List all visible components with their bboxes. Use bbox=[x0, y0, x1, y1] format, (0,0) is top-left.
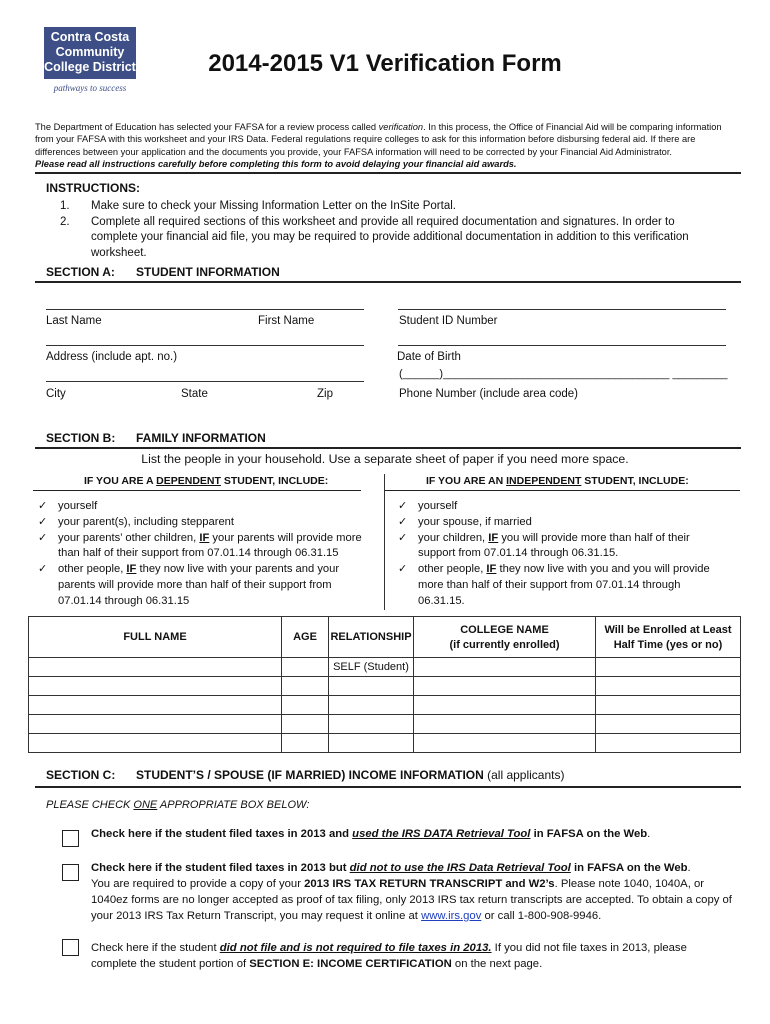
section-c-title: STUDENT’S / SPOUSE (IF MARRIED) INCOME INFORMATION bbox=[136, 768, 484, 782]
table-cell[interactable] bbox=[29, 658, 282, 677]
independent-rule bbox=[384, 490, 740, 491]
dependent-rule bbox=[33, 490, 361, 491]
divider-top bbox=[35, 172, 741, 174]
dependent-item-text: your parents will provide more than half of their support from 07.01.14 through 06.31.15 bbox=[58, 531, 362, 560]
name-line[interactable] bbox=[46, 309, 364, 310]
column-divider bbox=[384, 474, 385, 610]
irs-link[interactable]: www.irs.gov bbox=[421, 910, 482, 922]
option-2-pre: Check here if the student filed taxes in 2013 but bbox=[91, 862, 350, 874]
zip-label: Zip bbox=[317, 388, 333, 400]
dob-label: Date of Birth bbox=[397, 351, 461, 363]
independent-item-text: they now live with you and you will provide more than half of their support from 07.01.14 through 06.31.15. bbox=[418, 563, 710, 607]
table-cell[interactable] bbox=[282, 734, 329, 753]
table-cell[interactable] bbox=[329, 734, 414, 753]
table-row bbox=[29, 658, 741, 677]
instruction-item-1 bbox=[60, 199, 720, 215]
if-emphasis: IF bbox=[126, 563, 137, 576]
option-1-post: in FAFSA on the Web bbox=[530, 828, 648, 840]
option-2-body-2: . Please note 1040, 1040A, or 1040ez forms are no longer accepted as proof of tax filing, only 2013 IRS tax return transcripts are accepted. To obtain a copy of your 2013 IRS Tax Return Transcript, you may request it online at bbox=[91, 878, 732, 922]
student-id-line[interactable] bbox=[398, 309, 726, 310]
option-1-checkbox[interactable] bbox=[62, 830, 79, 847]
city-label: City bbox=[46, 388, 66, 400]
header-enrolled-line-2: Half Time (yes or no) bbox=[613, 638, 723, 651]
household-table bbox=[28, 616, 741, 753]
state-label: State bbox=[181, 388, 208, 400]
table-row bbox=[29, 734, 741, 753]
check-icon: ✓ bbox=[38, 515, 48, 528]
intro-bold-italic: Please read all instructions carefully before completing this form to avoid delaying your financial aid awards. bbox=[35, 159, 517, 170]
dependent-item bbox=[38, 499, 368, 515]
header-enrolled-line-1: Will be Enrolled at Least bbox=[604, 623, 732, 636]
student-id-label: Student ID Number bbox=[399, 315, 498, 327]
section-a-rule bbox=[35, 281, 741, 283]
intro-italic: verification bbox=[378, 122, 424, 132]
address-line[interactable] bbox=[46, 345, 364, 346]
table-cell[interactable] bbox=[596, 696, 741, 715]
option-2-text bbox=[91, 860, 741, 924]
header-age: AGE bbox=[282, 617, 329, 658]
instruction-item-2 bbox=[60, 215, 720, 262]
table-cell[interactable] bbox=[414, 715, 596, 734]
self-cell: SELF (Student) bbox=[329, 658, 414, 677]
table-cell[interactable] bbox=[329, 696, 414, 715]
table-cell[interactable] bbox=[596, 677, 741, 696]
table-row bbox=[29, 715, 741, 734]
check-icon: ✓ bbox=[398, 563, 408, 576]
dependent-item bbox=[38, 515, 368, 531]
independent-heading-u: INDEPENDENT bbox=[506, 475, 582, 487]
dependent-item bbox=[38, 531, 368, 563]
table-cell[interactable] bbox=[596, 734, 741, 753]
header-college-line-2: (if currently enrolled) bbox=[449, 638, 560, 651]
table-cell[interactable] bbox=[596, 658, 741, 677]
if-emphasis: IF bbox=[199, 531, 210, 544]
intro-paragraph bbox=[35, 121, 735, 171]
section-c-title-wrap bbox=[136, 768, 564, 782]
city-line[interactable] bbox=[46, 381, 364, 382]
table-cell[interactable] bbox=[329, 677, 414, 696]
logo-line-3: College District bbox=[44, 60, 136, 74]
first-name-label: First Name bbox=[258, 315, 315, 327]
check-one-post: APPROPRIATE BOX BELOW: bbox=[157, 799, 310, 811]
table-header-row bbox=[29, 617, 741, 658]
table-cell[interactable] bbox=[414, 658, 596, 677]
dependent-heading-post: STUDENT, INCLUDE: bbox=[220, 475, 329, 487]
intro-text-1: The Department of Education has selected your FAFSA for a review process called bbox=[35, 122, 379, 132]
logo-tagline: pathways to success bbox=[53, 83, 127, 93]
option-1-end: . bbox=[647, 828, 651, 840]
independent-item-text: other people, bbox=[418, 563, 487, 576]
check-one-instruction bbox=[46, 798, 309, 814]
independent-item-text: your spouse, if married bbox=[418, 515, 532, 528]
if-emphasis: IF bbox=[486, 563, 497, 576]
option-3-end: on the next page. bbox=[451, 958, 543, 970]
section-a-label: SECTION A: bbox=[46, 265, 115, 279]
section-c-label: SECTION C: bbox=[46, 768, 116, 782]
independent-heading-pre: IF YOU ARE AN bbox=[426, 475, 507, 487]
check-icon: ✓ bbox=[38, 531, 48, 544]
logo-line-2: Community bbox=[55, 45, 125, 59]
header-relationship: RELATIONSHIP bbox=[329, 617, 414, 658]
table-cell[interactable] bbox=[414, 734, 596, 753]
header-college bbox=[414, 617, 596, 658]
section-b-label: SECTION B: bbox=[46, 431, 116, 445]
last-name-label: Last Name bbox=[46, 315, 102, 327]
header-enrolled bbox=[596, 617, 741, 658]
independent-item bbox=[398, 515, 718, 531]
option-3-mid: If you did not file taxes in 2013, please complete the student portion of bbox=[91, 942, 687, 970]
section-c-rule bbox=[35, 786, 741, 788]
logo-line-1: Contra Costa bbox=[50, 30, 130, 44]
dependent-item-text: yourself bbox=[58, 500, 98, 512]
check-icon: ✓ bbox=[38, 563, 48, 576]
table-row bbox=[29, 696, 741, 715]
table-cell[interactable] bbox=[282, 696, 329, 715]
form-title: 2014-2015 V1 Verification Form bbox=[208, 50, 562, 77]
dependent-heading bbox=[84, 475, 328, 487]
independent-item-text: your children, bbox=[418, 531, 489, 544]
independent-item bbox=[398, 499, 718, 515]
check-icon: ✓ bbox=[398, 500, 408, 512]
instruction-num: 1. bbox=[60, 200, 70, 212]
dependent-item bbox=[38, 562, 368, 609]
dependent-item-text: they now live with your parents and your parents will provide more than half of their support from 07.01.14 through 06.31.15 bbox=[58, 563, 340, 607]
option-2-checkbox[interactable] bbox=[62, 864, 79, 881]
table-cell[interactable] bbox=[414, 677, 596, 696]
option-2-end: . bbox=[687, 862, 691, 874]
table-row bbox=[29, 677, 741, 696]
table-cell[interactable] bbox=[282, 715, 329, 734]
instruction-num: 2. bbox=[60, 215, 70, 228]
dependent-item-text: other people, bbox=[58, 563, 127, 576]
check-one-u: ONE bbox=[133, 799, 158, 811]
section-b-title: FAMILY INFORMATION bbox=[136, 431, 266, 445]
option-3-text bbox=[91, 940, 731, 972]
dependent-heading-u: DEPENDENT bbox=[156, 475, 221, 487]
section-c-title-suffix: (all applicants) bbox=[483, 768, 565, 782]
if-emphasis: IF bbox=[488, 531, 499, 544]
dependent-list bbox=[38, 499, 368, 610]
check-icon: ✓ bbox=[38, 500, 48, 512]
option-2-body-3: or call 1-800-908-9946. bbox=[481, 910, 602, 922]
address-label: Address (include apt. no.) bbox=[46, 351, 178, 363]
section-b-rule bbox=[35, 447, 741, 449]
table-cell[interactable] bbox=[29, 715, 282, 734]
table-cell[interactable] bbox=[414, 696, 596, 715]
option-2-post: in FAFSA on the Web bbox=[570, 862, 688, 874]
independent-item bbox=[398, 562, 718, 609]
option-1-text bbox=[91, 826, 731, 842]
option-3-emphasis: did not file and is not required to file taxes in 2013. bbox=[219, 942, 492, 954]
independent-list bbox=[398, 499, 718, 610]
option-2-body-bold: 2013 IRS TAX RETURN TRANSCRIPT and W2’s bbox=[304, 878, 555, 890]
table-cell[interactable] bbox=[282, 658, 329, 677]
option-2-emphasis: did not to use the IRS Data Retrieval Tool bbox=[349, 862, 571, 874]
check-icon: ✓ bbox=[398, 531, 408, 544]
phone-label: Phone Number (include area code) bbox=[399, 388, 578, 400]
instructions-list bbox=[60, 199, 720, 261]
intro-text-2: . In this process, the Office of Financial Aid will be comparing information from your FAFSA with this worksheet and your IRS Data. Federal regulations require colleges to ask for this information before disbursing federal aid. If there are differences between your application and the documents you provide, your FAFSA information will need to be corrected by your Financial Aid Administrator. bbox=[35, 122, 722, 157]
independent-heading bbox=[426, 475, 689, 487]
table-cell[interactable] bbox=[329, 715, 414, 734]
dependent-item-text: your parent(s), including stepparent bbox=[58, 515, 234, 528]
phone-line[interactable]: (______)_____________________________________ _________ bbox=[399, 368, 728, 380]
section-b-subtitle: List the people in your household. Use a separate sheet of paper if you need more space. bbox=[141, 452, 629, 466]
option-1-pre: Check here if the student filed taxes in 2013 and bbox=[91, 828, 353, 840]
table-cell[interactable] bbox=[29, 677, 282, 696]
table-cell[interactable] bbox=[282, 677, 329, 696]
dependent-item-text: your parents’ other children, bbox=[58, 531, 200, 544]
option-1-emphasis: used the IRS DATA Retrieval Tool bbox=[352, 828, 531, 840]
independent-item bbox=[398, 531, 718, 563]
instructions-heading: INSTRUCTIONS: bbox=[46, 181, 140, 195]
option-3-pre: Check here if the student bbox=[91, 942, 220, 954]
table-cell[interactable] bbox=[29, 696, 282, 715]
instruction-text: Make sure to check your Missing Information Letter on the InSite Portal. bbox=[91, 200, 456, 212]
check-one-pre: PLEASE CHECK bbox=[46, 799, 134, 811]
check-icon: ✓ bbox=[398, 515, 408, 528]
dob-line[interactable] bbox=[398, 345, 726, 346]
table-cell[interactable] bbox=[29, 734, 282, 753]
independent-heading-post: STUDENT, INCLUDE: bbox=[581, 475, 689, 487]
instruction-text: Complete all required sections of this worksheet and provide all required documentation and signatures. In order to complete your financial aid file, you may be required to provide additional documentation in addition to this verification worksheet. bbox=[91, 215, 689, 259]
option-2-body-1: You are required to provide a copy of your bbox=[91, 878, 305, 890]
section-a-title: STUDENT INFORMATION bbox=[136, 265, 280, 279]
table-cell[interactable] bbox=[596, 715, 741, 734]
option-3-bold: SECTION E: INCOME CERTIFICATION bbox=[249, 958, 452, 970]
dependent-heading-pre: IF YOU ARE A bbox=[84, 475, 157, 487]
independent-item-text: you will provide more than half of their support from 07.01.14 through 06.31.15. bbox=[418, 531, 690, 560]
option-3-checkbox[interactable] bbox=[62, 939, 79, 956]
independent-item-text: yourself bbox=[418, 500, 458, 512]
header-college-line-1: COLLEGE NAME bbox=[460, 623, 549, 636]
header-full-name: FULL NAME bbox=[29, 617, 282, 658]
